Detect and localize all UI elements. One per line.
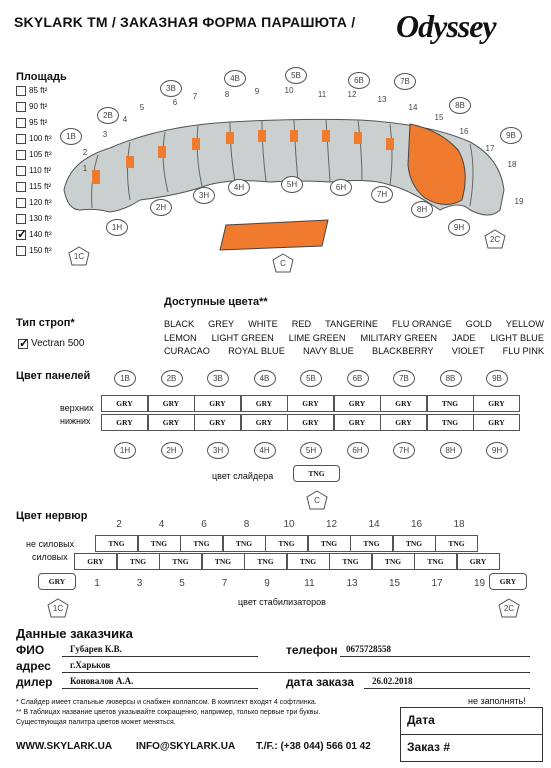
canopy-slider-bubble: C: [272, 253, 294, 273]
area-option-label: 140 ft²: [29, 230, 52, 239]
rib-number: 1: [82, 164, 88, 173]
panel-top-field[interactable]: GRY: [380, 395, 427, 412]
rib-number: 9: [254, 87, 260, 96]
area-checkbox[interactable]: [16, 134, 26, 144]
color-name: FLU PINK: [502, 346, 544, 356]
panel-bottom-field[interactable]: TNG: [427, 414, 474, 431]
area-checkbox[interactable]: [16, 182, 26, 192]
panel-top-id: 1B: [114, 370, 136, 387]
rib-odd-number: 11: [304, 578, 315, 589]
panel-top-field[interactable]: GRY: [148, 395, 195, 412]
office-box: [400, 707, 543, 762]
area-option[interactable]: [16, 100, 47, 113]
rib-odd-number: 3: [136, 578, 143, 589]
date-field[interactable]: 26.02.2018: [372, 676, 413, 686]
rib-number: 19: [514, 197, 524, 206]
rib-number: 11: [317, 90, 327, 99]
area-checkbox[interactable]: [16, 226, 28, 241]
color-name: LIME GREEN: [288, 332, 346, 343]
stab-left-id-badge: 1C: [47, 598, 69, 618]
color-name: ROYAL BLUE: [228, 346, 285, 356]
rib-nonload-field[interactable]: TNG: [223, 535, 266, 552]
note-line: Существующая палитра цветов может меняться.: [16, 719, 176, 726]
rib-number: 8: [224, 90, 230, 99]
rib-odd-number: 7: [221, 578, 228, 589]
canopy-bottom-bubble: 4H: [228, 179, 250, 196]
rib-odd-number: 5: [179, 578, 185, 589]
panel-bottom-field[interactable]: GRY: [241, 414, 288, 431]
panel-bottom-id: 4H: [254, 442, 276, 459]
rib-load-field[interactable]: GRY: [457, 553, 500, 570]
panel-top-id: 9B: [486, 370, 508, 387]
rib-even-number: 14: [368, 519, 380, 530]
panel-bottom-field[interactable]: GRY: [334, 414, 381, 431]
canopy-top-bubble: 9B: [500, 127, 522, 144]
color-name: JADE: [452, 332, 476, 343]
area-option-label: 130 ft²: [29, 214, 52, 223]
color-name: FLU ORANGE: [391, 319, 452, 329]
rib-number: 15: [434, 113, 444, 122]
office-date-label: Дата: [407, 713, 435, 727]
rib-number: 18: [507, 160, 517, 169]
rib-even-number: 16: [410, 519, 423, 530]
rib-odd-number: 19: [473, 578, 486, 589]
area-option[interactable]: [16, 84, 47, 97]
checkmark-icon: ✓: [17, 226, 28, 241]
canopy-top-bubble: 4B: [224, 70, 246, 87]
canopy-bottom-bubble: 2H: [150, 199, 172, 216]
rib-even-number: 12: [325, 519, 338, 530]
panel-top-field[interactable]: TNG: [427, 395, 474, 412]
rib-odd-number: 13: [346, 578, 358, 589]
area-checkbox[interactable]: [16, 118, 26, 128]
panel-bottom-field[interactable]: GRY: [101, 414, 148, 431]
canopy-bottom-bubble: 6H: [330, 179, 352, 196]
canopy-bottom-bubble: 7H: [371, 186, 393, 203]
canopy-top-bubble: 3B: [160, 80, 182, 97]
address-field[interactable]: г.Харьков: [70, 660, 111, 670]
lines-option[interactable]: [18, 335, 85, 350]
area-checkbox[interactable]: [16, 198, 26, 208]
rib-number: 14: [408, 103, 418, 112]
rib-nonload-field[interactable]: TNG: [308, 535, 351, 552]
area-checkbox[interactable]: [16, 150, 26, 160]
rib-even-number: 18: [453, 519, 465, 530]
stab-right-field[interactable]: GRY: [489, 573, 527, 590]
canopy-bottom-bubble: 1H: [106, 219, 128, 236]
color-name: GOLD: [465, 319, 492, 329]
canopy-side-bubble-left: 1C: [68, 246, 90, 266]
rib-nonload-field[interactable]: TNG: [350, 535, 393, 552]
area-checkbox[interactable]: [16, 214, 26, 224]
ribs-load-label: силовых: [32, 552, 68, 562]
rib-number: 13: [377, 95, 387, 104]
ribs-heading: Цвет нервюр: [16, 510, 88, 522]
area-option-label: 85 ft²: [29, 86, 48, 95]
color-name: TANGERINE: [325, 319, 378, 329]
area-option[interactable]: [16, 212, 52, 225]
footer-phone: T./F.: (+38 044) 566 01 42: [256, 741, 371, 752]
slider-label: цвет слайдера: [212, 471, 274, 481]
area-option-label: 115 ft²: [29, 182, 52, 191]
panel-bottom-id: 9H: [486, 442, 508, 459]
rib-odd-number: 9: [264, 578, 270, 589]
rib-number: 16: [459, 127, 469, 136]
rib-number: 12: [347, 90, 357, 99]
checkmark-icon: ✓: [19, 335, 30, 350]
rib-nonload-field[interactable]: TNG: [435, 535, 478, 552]
date-label: дата заказа: [286, 675, 354, 689]
area-option[interactable]: [16, 132, 52, 145]
panel-top-field[interactable]: GRY: [194, 395, 241, 412]
color-name: BLACK: [164, 319, 195, 329]
panel-bottom-field[interactable]: GRY: [194, 414, 241, 431]
note-line: ** В таблицах название цветов указывайте сокращенно, например, только первые три буквы.: [16, 709, 321, 716]
stab-label: цвет стабилизаторов: [238, 597, 326, 607]
canopy-top-bubble: 6B: [348, 72, 370, 89]
rib-nonload-field[interactable]: TNG: [138, 535, 181, 552]
panel-top-field[interactable]: GRY: [101, 395, 148, 412]
panels-heading: Цвет панелей: [16, 370, 91, 382]
area-option-label: 150 ft²: [29, 246, 52, 255]
area-option-label: 120 ft²: [29, 198, 52, 207]
footer-email[interactable]: INFO@SKYLARK.UA: [136, 741, 236, 752]
rib-even-number: 4: [158, 519, 165, 530]
area-option-label: 100 ft²: [29, 134, 52, 143]
logo-text: Odyssey: [396, 8, 496, 44]
dealer-label: дилер: [16, 675, 53, 689]
canopy-bottom-bubble: 8H: [411, 201, 433, 218]
panel-top-field[interactable]: GRY: [334, 395, 381, 412]
area-option-label: 95 ft²: [29, 118, 48, 127]
panel-bottom-id: 7H: [393, 442, 415, 459]
canopy-bottom-bubble: 5H: [281, 176, 303, 193]
rib-load-field[interactable]: TNG: [117, 553, 160, 570]
panels-bottom-label: нижних: [60, 416, 91, 426]
canopy-top-bubble: 5B: [285, 67, 307, 84]
rib-load-field[interactable]: TNG: [414, 553, 457, 570]
canopy-bottom-bubble: 3H: [193, 187, 215, 204]
panel-top-field[interactable]: GRY: [287, 395, 334, 412]
area-heading: Площадь: [16, 71, 67, 83]
panel-bottom-id: 5H: [300, 442, 322, 459]
ribs-nonload-label: не силовых: [26, 539, 75, 549]
office-note: не заполнять!: [468, 696, 526, 706]
panel-bottom-id: 6H: [347, 442, 369, 459]
notes: [16, 698, 390, 728]
area-option[interactable]: [16, 164, 51, 177]
color-name: LIGHT BLUE: [490, 332, 544, 343]
rib-number: 7: [192, 92, 198, 101]
panel-bottom-id: 2H: [161, 442, 183, 459]
color-name: YELLOW: [505, 319, 544, 329]
panel-top-id: 5B: [300, 370, 322, 387]
rib-load-field[interactable]: GRY: [74, 553, 117, 570]
page-title: SKYLARK TM / ЗАКАЗНАЯ ФОРМА ПАРАШЮТА /: [14, 14, 356, 30]
rib-even-number: 2: [116, 519, 122, 530]
vectran-label: Vectran 500: [31, 338, 85, 349]
note-line: * Слайдер имеет стальные люверсы и снабжен коллапсом. В комплект входят 4 софтлинка.: [16, 699, 317, 706]
rib-number: 17: [485, 144, 495, 153]
panel-bottom-field[interactable]: GRY: [380, 414, 427, 431]
color-name: GREY: [208, 319, 235, 329]
panel-bottom-id: 1H: [114, 442, 136, 459]
area-option[interactable]: [16, 228, 52, 241]
area-option-label: 90 ft²: [29, 102, 48, 111]
rib-odd-number: 15: [388, 578, 401, 589]
color-name: LIGHT GREEN: [211, 332, 274, 343]
rib-odd-number: 1: [94, 578, 100, 589]
color-list: [164, 318, 544, 359]
rib-load-field[interactable]: TNG: [159, 553, 202, 570]
slider-color-field[interactable]: TNG: [293, 465, 340, 482]
rib-odd-number: 17: [431, 578, 443, 589]
rib-number: 5: [139, 103, 145, 112]
office-order-label: Заказ #: [407, 740, 450, 754]
area-option-label: 105 ft²: [29, 150, 52, 159]
customer-heading: Данные заказчика: [16, 626, 133, 641]
panel-top-id: 3B: [207, 370, 229, 387]
rib-load-field[interactable]: TNG: [287, 553, 330, 570]
area-option[interactable]: [16, 180, 51, 193]
stab-right-id-badge: 2C: [498, 598, 520, 618]
rib-number: 4: [122, 115, 128, 124]
color-name: VIOLET: [451, 346, 485, 356]
panel-bottom-id: 8H: [440, 442, 462, 459]
slider-id-badge: C: [306, 490, 328, 510]
fio-label: ФИО: [16, 643, 45, 657]
rib-nonload-field[interactable]: TNG: [265, 535, 308, 552]
color-name: LEMON: [164, 332, 197, 343]
vectran-checkbox[interactable]: [18, 335, 30, 350]
address-label: адрес: [16, 659, 51, 673]
area-option-label: 110 ft²: [29, 166, 52, 175]
area-option[interactable]: [16, 196, 52, 209]
area-checkbox[interactable]: [16, 86, 26, 96]
panel-bottom-field[interactable]: GRY: [287, 414, 334, 431]
panel-top-field[interactable]: GRY: [473, 395, 520, 412]
color-name: RED: [291, 319, 312, 329]
canopy-bottom-bubble: 9H: [448, 219, 470, 236]
area-checkbox[interactable]: [16, 246, 26, 256]
phone-label: телефон: [286, 643, 338, 657]
dealer-field[interactable]: Коновалов А.А.: [70, 676, 134, 686]
fio-field[interactable]: Губарев К.В.: [70, 644, 122, 654]
panel-top-id: 2B: [161, 370, 183, 387]
color-name: BLACKBERRY: [371, 346, 434, 356]
panel-bottom-field[interactable]: GRY: [148, 414, 195, 431]
odyssey-logo: [392, 4, 542, 48]
area-option[interactable]: [16, 244, 52, 257]
color-name: CURACAO: [164, 346, 210, 356]
rib-load-field[interactable]: TNG: [202, 553, 245, 570]
rib-number: 3: [102, 130, 108, 139]
panel-bottom-id: 3H: [207, 442, 229, 459]
colors-heading: Доступные цвета**: [164, 296, 268, 308]
rib-number: 6: [172, 98, 178, 107]
rib-nonload-field[interactable]: TNG: [180, 535, 223, 552]
color-name: WHITE: [248, 319, 278, 329]
phone-field[interactable]: 0675728558: [346, 644, 391, 654]
canopy-top-bubble: 7B: [394, 73, 416, 90]
rib-nonload-field[interactable]: TNG: [95, 535, 138, 552]
canopy-top-bubble: 2B: [97, 107, 119, 124]
footer-site[interactable]: WWW.SKYLARK.UA: [16, 741, 113, 752]
rib-load-field[interactable]: TNG: [372, 553, 415, 570]
canopy-side-bubble-right: 2C: [484, 229, 506, 249]
panel-top-id: 4B: [254, 370, 276, 387]
rib-number: 2: [82, 148, 88, 157]
color-name: MILITARY GREEN: [360, 332, 438, 343]
panel-top-field[interactable]: GRY: [241, 395, 288, 412]
rib-even-number: 10: [283, 519, 295, 530]
color-name: NAVY BLUE: [303, 346, 354, 356]
rib-even-number: 8: [243, 519, 250, 530]
panel-top-id: 7B: [393, 370, 415, 387]
rib-number: 10: [284, 86, 294, 95]
lines-heading: Тип строп*: [16, 317, 75, 329]
panel-bottom-field[interactable]: GRY: [473, 414, 520, 431]
canopy-top-bubble: 8B: [449, 97, 471, 114]
area-checkbox[interactable]: [16, 102, 26, 112]
area-checkbox[interactable]: [16, 166, 26, 176]
rib-load-field[interactable]: TNG: [244, 553, 287, 570]
rib-load-field[interactable]: TNG: [329, 553, 372, 570]
stab-left-field[interactable]: GRY: [38, 573, 76, 590]
area-option[interactable]: [16, 148, 52, 161]
area-option[interactable]: [16, 116, 47, 129]
rib-even-number: 6: [201, 519, 207, 530]
panel-top-id: 8B: [440, 370, 462, 387]
panel-top-id: 6B: [347, 370, 369, 387]
canopy-top-bubble: 1B: [60, 128, 82, 145]
panels-top-label: верхних: [60, 403, 94, 413]
rib-nonload-field[interactable]: TNG: [393, 535, 436, 552]
